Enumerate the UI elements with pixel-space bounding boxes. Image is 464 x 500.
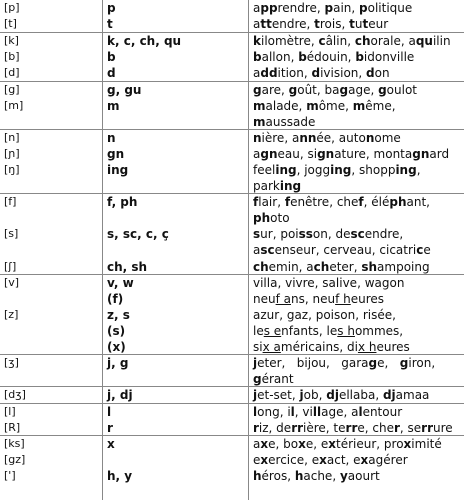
spelling-cell: d	[107, 66, 116, 81]
table-row	[0, 274, 464, 356]
phoneme-cell: [']	[4, 468, 16, 482]
example-cell: exercice, exact, exagérer	[253, 452, 408, 467]
phoneme-cell: [ʒ]	[4, 356, 19, 370]
phoneme-cell: [R]	[4, 420, 21, 434]
table-row	[0, 129, 464, 194]
table-row	[0, 354, 464, 387]
phoneme-cell: [dʒ]	[4, 388, 26, 402]
table-row	[0, 386, 464, 403]
phoneme-cell: [k]	[4, 34, 19, 48]
example-cell: attendre, trois, tuteur	[253, 17, 389, 32]
table-line	[0, 420, 464, 436]
spelling-cell: f, ph	[107, 195, 138, 210]
phoneme-cell: [ɲ]	[4, 146, 20, 160]
phoneme-cell: [l]	[4, 404, 16, 418]
spelling-cell: gn	[107, 146, 125, 161]
example-cell: photo	[253, 211, 290, 226]
example-cell: addition, division, don	[253, 66, 390, 81]
example-cell: héros, hache, yaourt	[253, 468, 380, 483]
phoneme-cell: [d]	[4, 66, 20, 80]
example-cell: ballon, bédouin, bidonville	[253, 50, 415, 65]
table-line	[0, 33, 464, 49]
spelling-cell: h, y	[107, 468, 133, 483]
table-line	[0, 339, 464, 355]
table-line	[0, 98, 464, 114]
example-cell: villa, vivre, salive, wagon	[253, 275, 405, 290]
table-row	[0, 435, 464, 484]
table-line	[0, 146, 464, 162]
phoneme-cell: [v]	[4, 275, 20, 289]
example-cell: kilomètre, câlin, chorale, aquilin	[253, 34, 451, 49]
table-line	[0, 49, 464, 65]
spelling-cell: n	[107, 130, 116, 145]
phoneme-cell: [gz]	[4, 452, 26, 466]
example-cell: ascenseur, cerveau, cicatrice	[253, 243, 431, 258]
spelling-cell: t	[107, 17, 113, 32]
table-line	[0, 82, 464, 98]
example-cell: jet-set, job, djellaba, djamaa	[253, 388, 430, 403]
table-line	[0, 0, 464, 16]
table-row	[0, 193, 464, 275]
table-line	[0, 226, 464, 242]
spelling-cell: z, s	[107, 307, 130, 322]
phoneme-cell: [b]	[4, 50, 20, 64]
spelling-cell: (s)	[107, 323, 126, 338]
table-line	[0, 16, 464, 32]
table-row	[0, 81, 464, 130]
example-cell: six américains, dix heures	[253, 340, 410, 355]
table-line	[0, 259, 464, 275]
table-line	[0, 130, 464, 146]
phoneme-cell: [s]	[4, 227, 19, 241]
table-line	[0, 114, 464, 130]
phoneme-cell: [ʃ]	[4, 259, 17, 273]
spelling-cell: j, dj	[107, 388, 133, 403]
table-line	[0, 404, 464, 420]
spelling-cell: k, c, ch, qu	[107, 34, 182, 49]
phoneme-cell: [ŋ]	[4, 162, 20, 176]
table-line	[0, 452, 464, 468]
phoneme-cell: [z]	[4, 307, 19, 321]
phoneme-cell: [n]	[4, 130, 20, 144]
phoneme-cell: [m]	[4, 98, 24, 112]
example-cell: flair, fenêtre, chef, éléphant,	[253, 195, 430, 210]
phoneme-cell: [ks]	[4, 436, 25, 450]
table-line	[0, 323, 464, 339]
spelling-cell: b	[107, 50, 116, 65]
spelling-cell: l	[107, 404, 112, 419]
spelling-cell: v, w	[107, 275, 134, 290]
spelling-cell: x	[107, 436, 115, 451]
example-cell: agneau, signature, montagnard	[253, 146, 450, 161]
example-cell: jeter, bijou, garage, giron,	[253, 356, 436, 371]
table-line	[0, 436, 464, 452]
table-line	[0, 468, 464, 484]
example-cell: long, il, village, alentour	[253, 404, 403, 419]
table-line	[0, 275, 464, 291]
spelling-cell: g, gu	[107, 82, 142, 97]
table-row	[0, 403, 464, 436]
table-line	[0, 210, 464, 226]
column-divider	[248, 0, 249, 500]
example-cell: riz, derrière, terre, cher, serrure	[253, 420, 453, 435]
example-cell: axe, boxe, extérieur, proximité	[253, 436, 442, 451]
example-cell: sur, poisson, descendre,	[253, 227, 404, 242]
example-cell: nière, année, autonome	[253, 130, 401, 145]
example-cell: feeling, jogging, shopping,	[253, 162, 421, 177]
example-cell: apprendre, pain, politique	[253, 1, 413, 15]
spelling-cell: (f)	[107, 291, 124, 306]
table-line	[0, 355, 464, 371]
spelling-cell: ing	[107, 162, 129, 177]
spelling-cell: m	[107, 98, 120, 113]
table-line	[0, 194, 464, 210]
table-line	[0, 371, 464, 387]
example-cell: gérant	[253, 372, 294, 387]
table-line	[0, 162, 464, 178]
example-cell: maussade	[253, 114, 316, 129]
spelling-cell: (x)	[107, 340, 126, 355]
table-row	[0, 0, 464, 32]
spelling-cell: s, sc, c, ç	[107, 227, 169, 242]
table-line	[0, 307, 464, 323]
phoneme-cell: [p]	[4, 1, 20, 14]
spelling-cell: j, g	[107, 356, 129, 371]
table-line	[0, 387, 464, 403]
spelling-cell: ch, sh	[107, 259, 148, 274]
spelling-cell: r	[107, 420, 113, 435]
table-line	[0, 242, 464, 258]
example-cell: chemin, acheter, shampoing	[253, 259, 430, 274]
table-line	[0, 178, 464, 194]
example-cell: malade, môme, même,	[253, 98, 396, 113]
table-line	[0, 291, 464, 307]
example-cell: les enfants, les hommes,	[253, 323, 404, 338]
column-divider	[102, 0, 103, 500]
example-cell: neuf ans, neuf heures	[253, 291, 385, 306]
phoneme-cell: [g]	[4, 82, 20, 96]
spelling-cell: p	[107, 1, 116, 15]
phoneme-cell: [f]	[4, 195, 17, 209]
example-cell: parking	[253, 179, 302, 194]
example-cell: gare, goût, bagage, goulot	[253, 82, 417, 97]
table-row	[0, 32, 464, 81]
table-line	[0, 65, 464, 81]
example-cell: azur, gaz, poison, risée,	[253, 307, 396, 322]
phoneme-cell: [t]	[4, 17, 17, 31]
